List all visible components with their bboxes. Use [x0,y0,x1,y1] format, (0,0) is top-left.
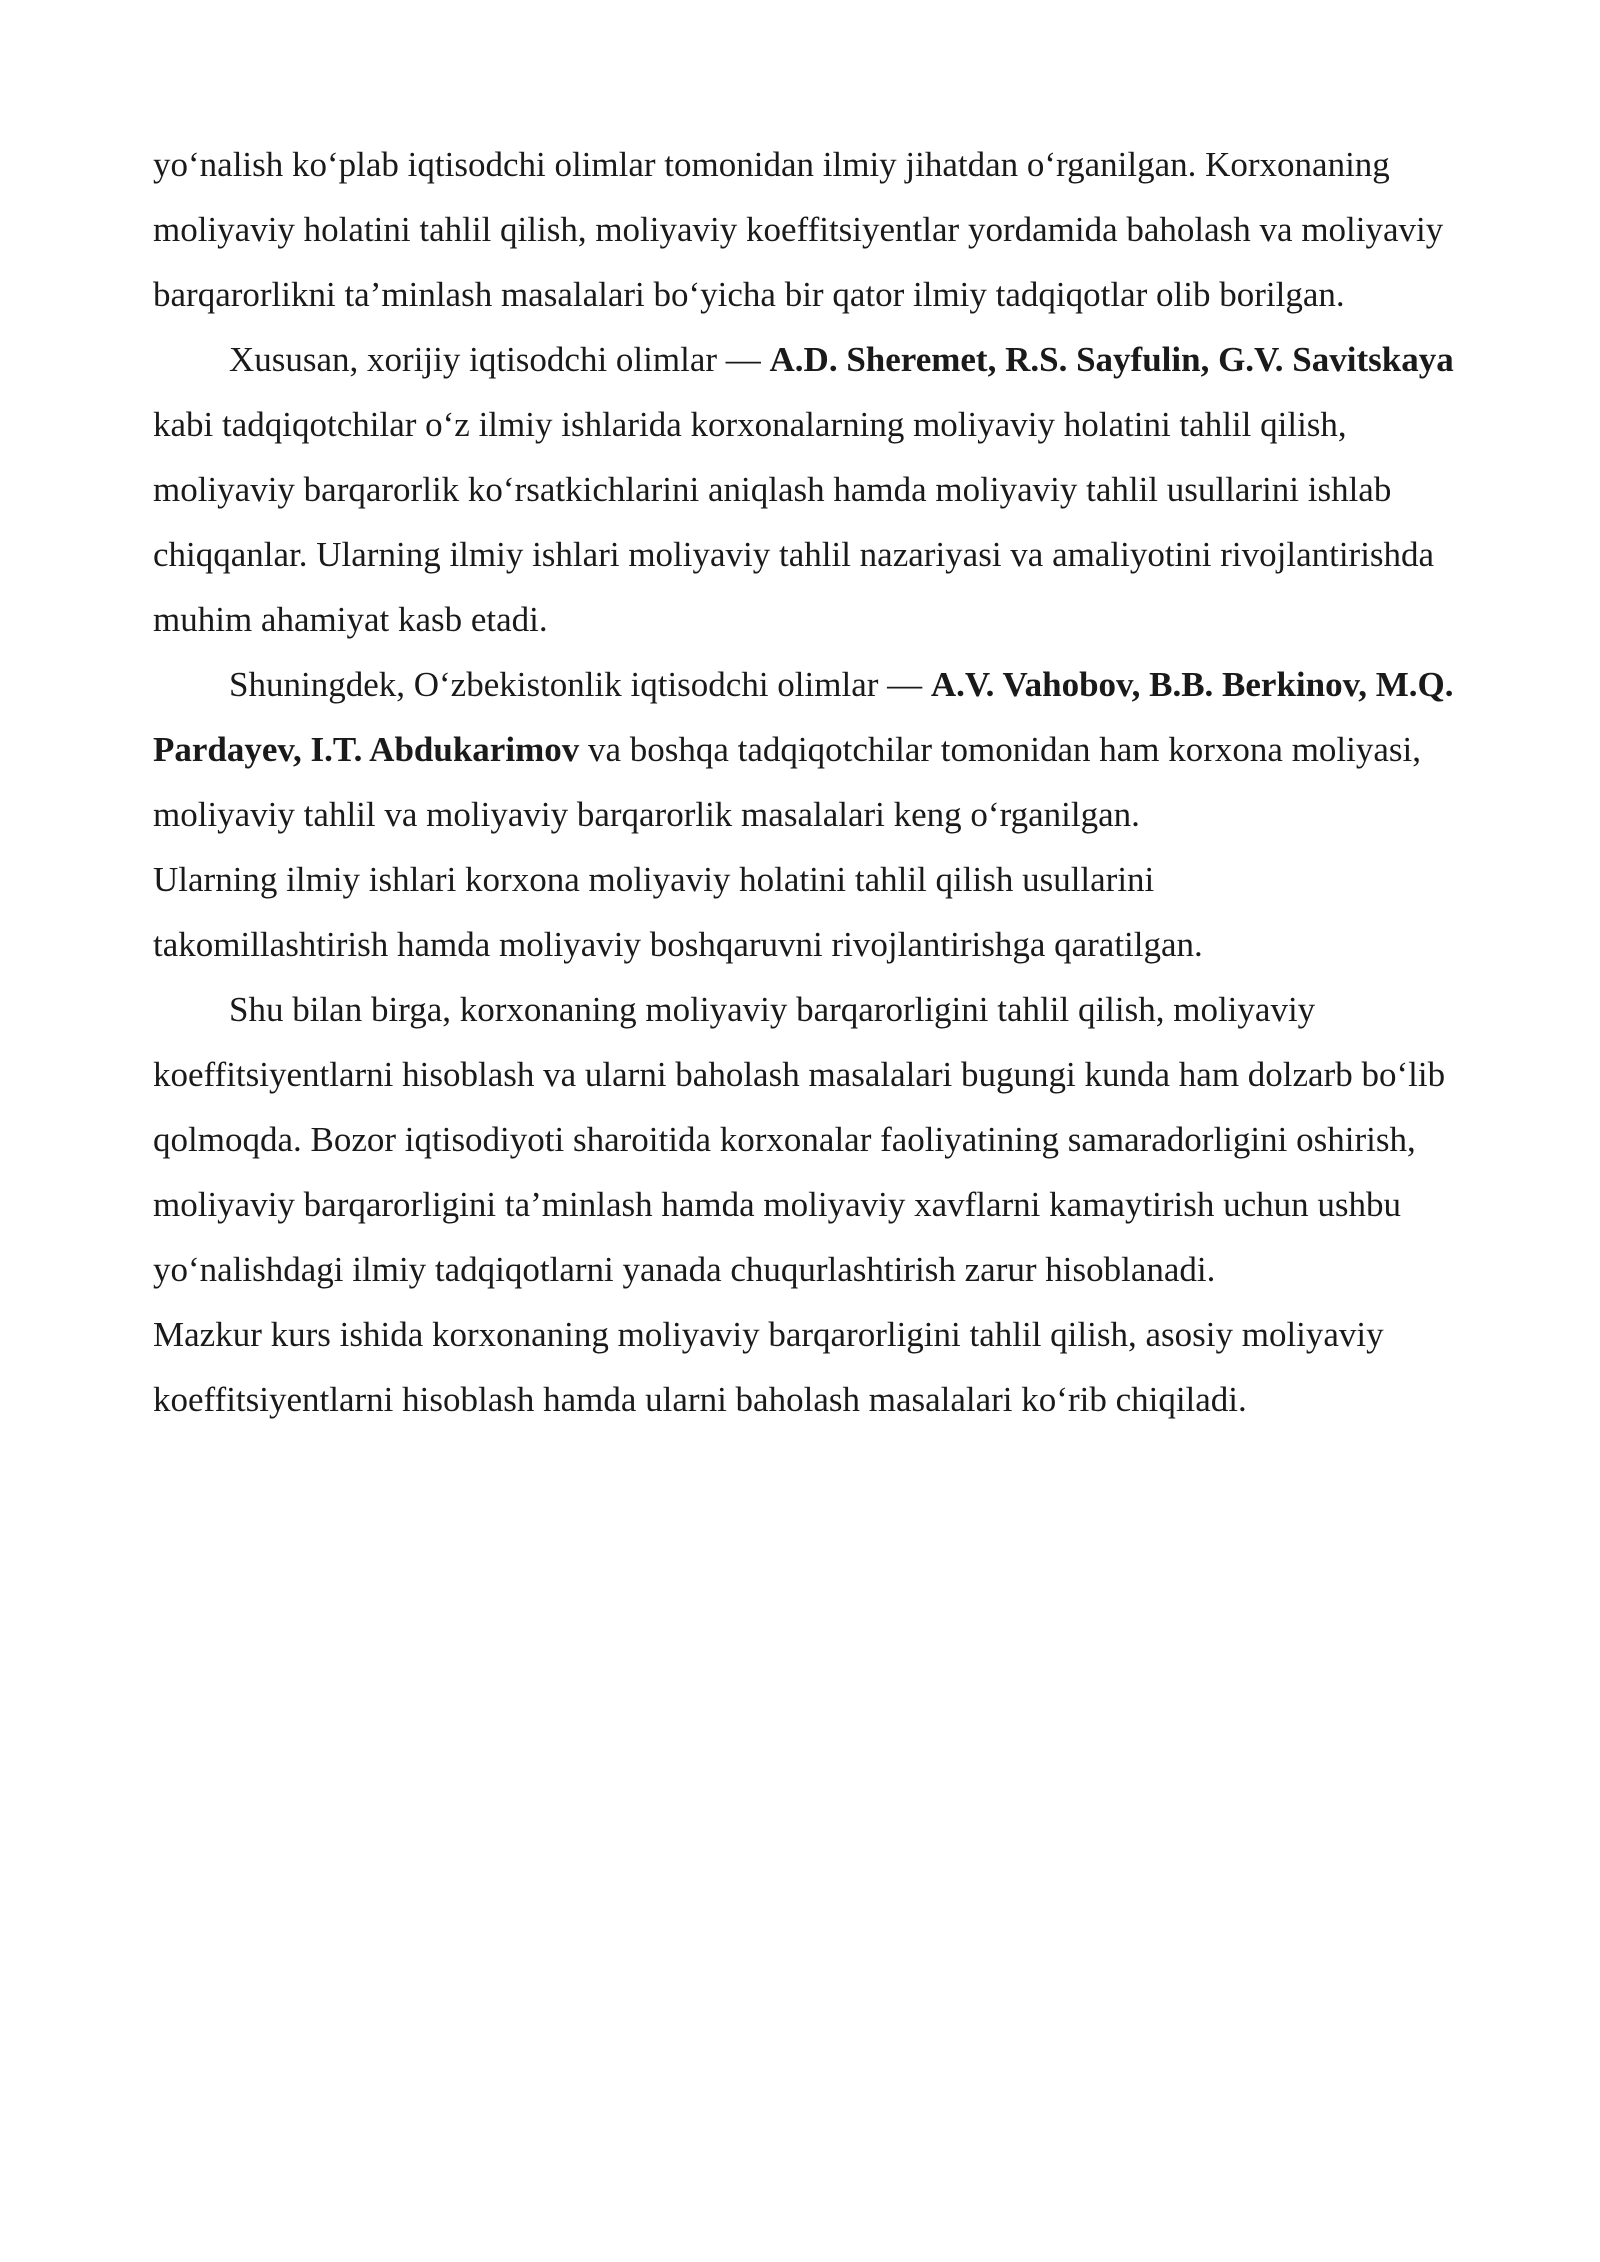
uzbek-scholars-names: A.V. Vahobov, B.B. Berkinov, M.Q. Pardayev, I.T. Abdukarimov [153,665,1454,769]
paragraph-relevance [153,977,1493,1302]
foreign-scholars-names: A.D. Sheremet, R.S. Sayfulin, G.V. Savitskaya [769,340,1454,379]
uzbek-scholars-line-3: takomillashtirish hamda moliyaviy boshqaruvni rivojlantirishga qaratilgan. [153,925,1203,964]
paragraph-intro [153,132,1493,327]
foreign-scholars-body: kabi tadqiqotchilar o‘z ilmiy ishlarida korxonalarning moliyaviy holatini tahlil qilish, moliyaviy barqarorlik ko‘rsatkichlarini aniqlash hamda moliyaviy tahlil usullarini ishlab chiqqanlar. Ularning ilmiy ishlari moliyaviy tahlil nazariyasi va amaliyotini rivojlantirishda muhim ahamiyat kasb etadi. [153,405,1435,639]
uzbek-scholars-line-2: Ularning ilmiy ishlari korxona moliyaviy holatini tahlil qilish usullarini [153,860,1155,899]
paragraph-uzbek-scholars [153,652,1493,977]
document-page [153,132,1493,1432]
paragraph-intro-text: yo‘nalish ko‘plab iqtisodchi olimlar tomonidan ilmiy jihatdan o‘rganilgan. Korxonaning moliyaviy holatini tahlil qilish, moliyaviy koeffitsiyentlar yordamida baholash va moliyaviy barqarorlikni ta’minlash masalalari bo‘yicha bir qator ilmiy tadqiqotlar olib borilgan. [153,145,1444,314]
uzbek-scholars-body: va boshqa tadqiqotchilar tomonidan ham korxona moliyasi, moliyaviy tahlil va moliyaviy barqarorlik masalalari keng o‘rganilgan. [153,730,1422,834]
paragraph-course-scope-text: Mazkur kurs ishida korxonaning moliyaviy barqarorligini tahlil qilish, asosiy moliyaviy koeffitsiyentlarni hisoblash hamda ularni baholash masalalari ko‘rib chiqiladi. [153,1315,1384,1419]
paragraph-course-scope [153,1302,1493,1432]
foreign-scholars-lead: Xususan, xorijiy iqtisodchi olimlar — [229,340,770,379]
uzbek-scholars-lead: Shuningdek, O‘zbekistonlik iqtisodchi olimlar — [229,665,931,704]
paragraph-relevance-text: Shu bilan birga, korxonaning moliyaviy barqarorligini tahlil qilish, moliyaviy koeffitsiyentlarni hisoblash va ularni baholash masalalari bugungi kunda ham dolzarb bo‘lib qolmoqda. Bozor iqtisodiyoti sharoitida korxonalar faoliyatining samaradorligini oshirish, moliyaviy barqarorligini ta’minlash hamda moliyaviy xavflarni kamaytirish uchun ushbu yo‘nalishdagi ilmiy tadqiqotlarni yanada chuqurlashtirish zarur hisoblanadi. [153,990,1446,1289]
paragraph-foreign-scholars [153,327,1493,652]
